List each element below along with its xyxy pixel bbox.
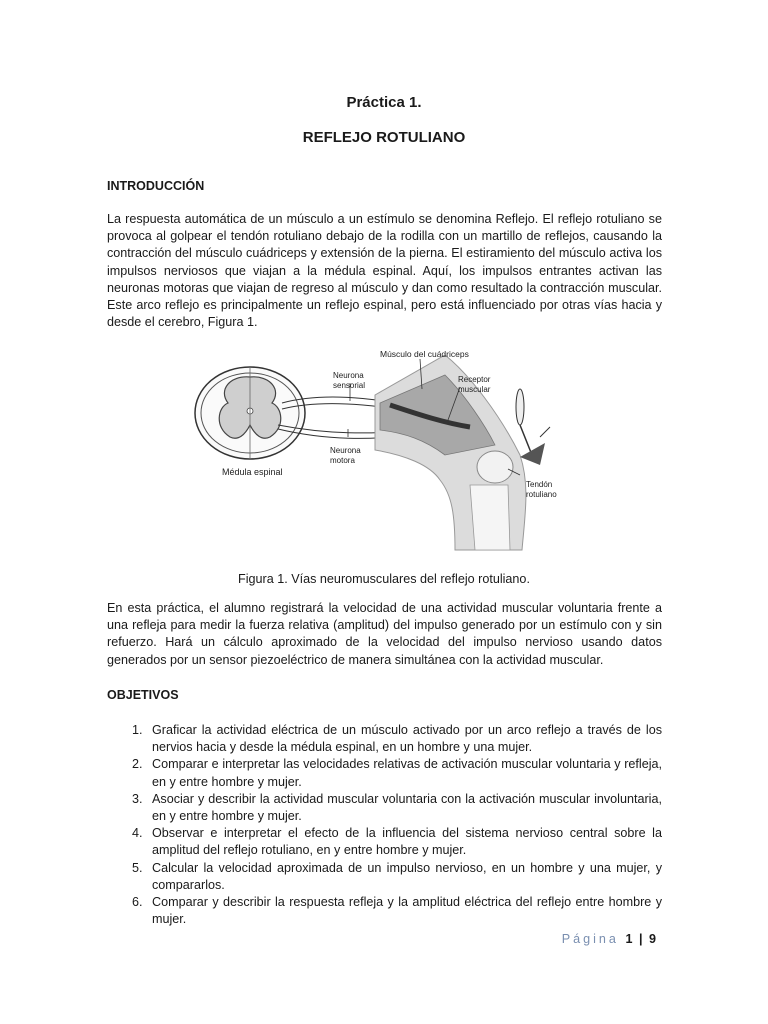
objectives-heading: OBJETIVOS	[107, 688, 179, 702]
spinal-cord-illustration	[195, 367, 305, 459]
page-subtitle: REFLEJO ROTULIANO	[302, 129, 466, 146]
page-number: 1	[625, 932, 633, 946]
page-word: Página	[561, 932, 619, 946]
label-tendon-1: Tendón	[526, 480, 553, 489]
list-item: 2. Comparar e interpretar las velocidades relativas de activación muscular voluntaria y refleja, en y entre hombre y mujer.	[132, 757, 662, 789]
page-footer	[562, 932, 656, 946]
label-medula-espinal: Médula espinal	[222, 467, 283, 477]
list-item: 4. Observar e interpretar el efecto de la influencia del sistema nervioso central sobre la amplitud del reflejo rotuliano, en y entre hombre y mujer.	[132, 826, 662, 858]
page-total: 9	[648, 932, 656, 946]
label-receptor-1: Receptor	[458, 375, 491, 384]
page-separator: |	[638, 932, 643, 946]
label-tendon-2: rotuliano	[526, 490, 557, 499]
label-receptor-2: muscular	[458, 385, 491, 394]
list-item: 5. Calcular la velocidad aproximada de un impulso nervioso, en un hombre y una mujer, y compararlos.	[132, 860, 662, 892]
page-title: Práctica 1.	[346, 94, 422, 111]
list-item: 1. Graficar la actividad eléctrica de un músculo activado por un arco reflejo a través de los nervios hacia y desde la médula espinal, en un hombre y una mujer.	[132, 723, 662, 755]
leg-illustration	[375, 355, 526, 550]
label-neurona-motora-1: Neurona	[330, 446, 361, 455]
label-neurona-sensorial-2: sensorial	[333, 381, 366, 390]
intro-heading: INTRODUCCIÓN	[107, 179, 205, 193]
label-neurona-sensorial-1: Neurona	[333, 371, 364, 380]
practice-paragraph: En esta práctica, el alumno registrará la velocidad de una actividad muscular voluntaria frente a una refleja para medir la fuerza relativa (amplitud) del impulso generado por un estímulo con y sin refuerzo. Hará un cálculo aproximado de la velocidad del impulso nervioso usando datos generados por un sensor piezoeléctrico de manera simultánea con la actividad muscular.	[107, 601, 662, 667]
label-cuadriceps: Músculo del cuádriceps	[380, 349, 469, 359]
list-item: 6. Comparar y describir la respuesta refleja y la amplitud eléctrica del reflejo entre hombre y mujer.	[132, 895, 662, 927]
intro-paragraph: La respuesta automática de un músculo a un estímulo se denomina Reflejo. El reflejo rotuliano se provoca al golpear el tendón rotuliano debajo de la rodilla con un martillo de reflejos, causando la contracción del músculo cuádriceps y extensión de la pierna. El estiramiento del músculo activa los impulsos nerviosos que viajan a la médula espinal. Aquí, los impulsos entrantes activan las neuronas motoras que viajan de regreso al músculo y dan como resultado la contracción muscular. Este arco reflejo es principalmente un reflejo espinal, pero está influenciado por otras vías hacia y desde el cerebro, Figura 1.	[107, 212, 662, 330]
label-neurona-motora-2: motora	[330, 456, 355, 465]
reflex-hammer-illustration	[516, 389, 550, 465]
reflex-figure	[190, 345, 580, 560]
figure-caption: Figura 1. Vías neuromusculares del reflejo rotuliano.	[238, 572, 530, 586]
objectives-list	[107, 722, 662, 928]
list-item: 3. Asociar y describir la actividad muscular voluntaria con la activación muscular involuntaria, en y entre hombre y mujer.	[132, 791, 662, 824]
